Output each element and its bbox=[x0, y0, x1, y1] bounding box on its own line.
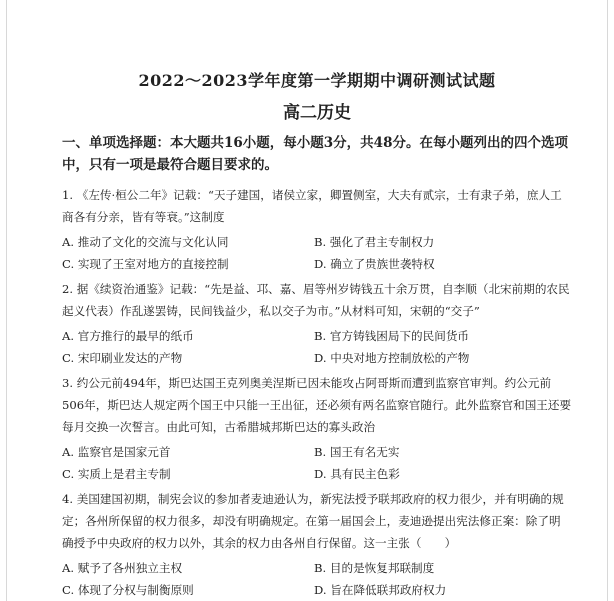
option-b: B. 目的是恢复邦联制度 bbox=[314, 561, 435, 575]
option-d: D. 具有民主色彩 bbox=[314, 467, 400, 481]
option-c: C. 实现了王室对地方的直接控制 bbox=[62, 257, 229, 271]
option-d: D. 中央对地方控制放松的产物 bbox=[314, 351, 470, 365]
document-content bbox=[62, 68, 572, 601]
option-c: C. 宋印刷业发达的产物 bbox=[62, 351, 183, 365]
question-stem: 2. 据《续资治通鉴》记载：“先是益、邛、嘉、眉等州岁铸钱五十余万贯，自李顺（北宋前期的农民起义代表）作乱遂罢铸，民间钱益少，私以交子为市。”从材料可知，宋朝的“交子” bbox=[62, 282, 570, 318]
option-c: C. 体现了分权与制衡原则 bbox=[62, 583, 194, 597]
question-stem: 1. 《左传·桓公二年》记载：“天子建国，诸侯立家，卿置侧室，大夫有贰宗，士有隶子弟，庶人工商各有分亲，皆有等衰。”这制度 bbox=[62, 188, 562, 224]
option-a: A. 推动了文化的交流与文化认同 bbox=[62, 235, 229, 249]
exam-title: 2022～2023学年度第一学期期中调研测试试题 bbox=[138, 71, 496, 90]
question-options bbox=[62, 325, 572, 369]
option-d: D. 确立了贵族世袭特权 bbox=[314, 257, 435, 271]
question-stem: 4. 美国建国初期，制宪会议的参加者麦迪逊认为，新宪法授予联邦政府的权力很少，并有明确的规定；各州所保留的权力很多，却没有明确规定。在第一届国会上，麦迪逊提出宪法修正案：除了明确授予中央政府的权力以外，其余的权力由各州自行保留。这一主张（ ） bbox=[62, 492, 564, 550]
option-a: A. 赋予了各州独立主权 bbox=[62, 561, 183, 575]
option-c: C. 实质上是君主专制 bbox=[62, 467, 171, 481]
option-b: B. 国王有名无实 bbox=[314, 445, 400, 459]
option-b: B. 强化了君主专制权力 bbox=[314, 235, 435, 249]
exam-subject: 高二历史 bbox=[283, 103, 351, 123]
question-options bbox=[62, 231, 572, 275]
page-border-right bbox=[607, 0, 608, 601]
question-stem: 3. 约公元前494年，斯巴达国王克列奥美涅斯已因未能攻占阿哥斯而遭到监察官审判。约公元前506年，斯巴达人规定两个国王中只能一王出征，还必须有两名监察官随行。此外监察官和国王还要每月交换一次誓言。由此可知，古希腊城邦斯巴达的寡头政治 bbox=[62, 376, 572, 434]
page-border-left bbox=[6, 0, 7, 601]
question-options bbox=[62, 557, 572, 601]
option-a: A. 官方推行的最早的纸币 bbox=[62, 329, 194, 343]
option-a: A. 监察官是国家元首 bbox=[62, 445, 171, 459]
option-d: D. 旨在降低联邦政府权力 bbox=[314, 583, 447, 597]
question-options bbox=[62, 441, 572, 485]
section-heading: 一、单项选择题：本大题共16小题，每小题3分，共48分。在每小题列出的四个选项中，只有一项是最符合题目要求的。 bbox=[62, 135, 568, 173]
option-b: B. 官方铸钱困局下的民间货币 bbox=[314, 329, 470, 343]
